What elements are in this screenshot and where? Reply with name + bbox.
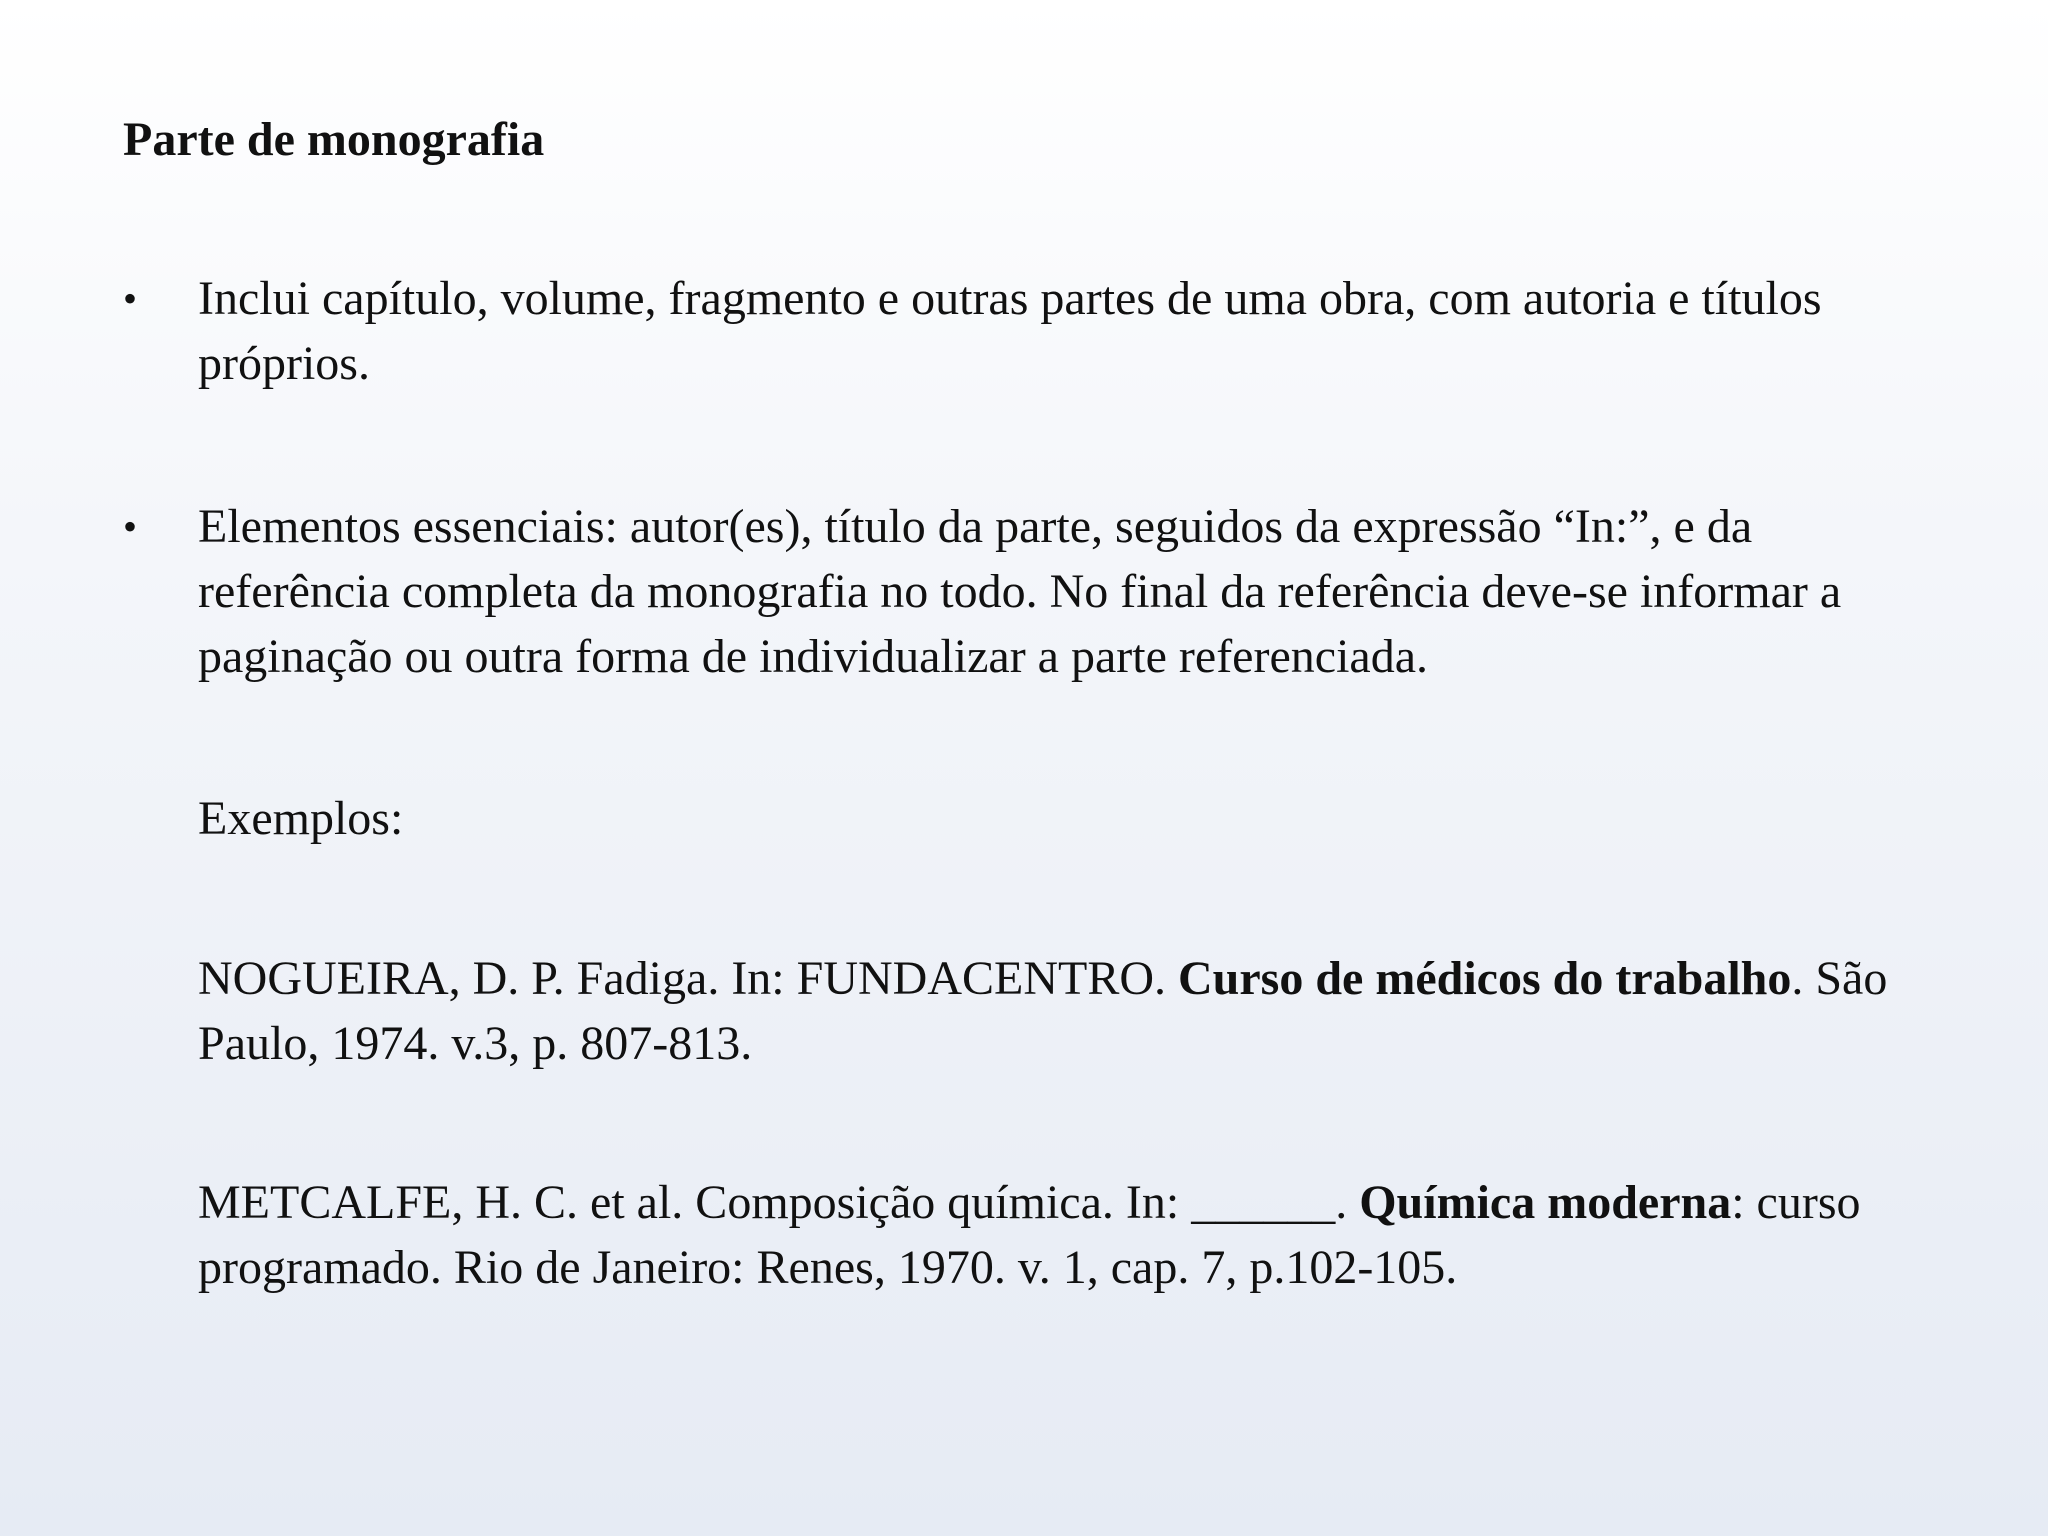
bullet-icon: • xyxy=(123,276,138,321)
reference-bold-title: Curso de médicos do trabalho xyxy=(1178,952,1792,1005)
reference-example xyxy=(198,946,1933,1076)
bullet-icon: • xyxy=(123,504,138,549)
reference-bold-title: Química moderna xyxy=(1359,1176,1732,1229)
bullet-item xyxy=(123,494,1933,689)
bullet-item xyxy=(123,266,1933,396)
reference-text: NOGUEIRA, D. P. Fadiga. In: FUNDACENTRO. xyxy=(198,952,1178,1005)
bullet-text: Elementos essenciais: autor(es), título da parte, seguidos da expressão “In:”, e da referência completa da monografia no todo. No final da referência deve-se informar a paginação ou outra forma de individualizar a parte referenciada. xyxy=(198,500,1842,683)
slide-title: Parte de monografia xyxy=(123,113,545,166)
reference-example xyxy=(198,1170,1933,1300)
bullet-text: Inclui capítulo, volume, fragmento e outras partes de uma obra, com autoria e títulos próprios. xyxy=(198,272,1822,390)
reference-text: METCALFE, H. C. et al. Composição química. In: ______. xyxy=(198,1176,1360,1229)
reference-text: : curso programado. Rio de Janeiro: Renes, 1970. v. 1, cap. 7, p.102-105. xyxy=(198,1176,1861,1294)
examples-label: Exemplos: xyxy=(198,792,404,845)
reference-text: . São Paulo, 1974. v.3, p. 807-813. xyxy=(198,952,1888,1070)
